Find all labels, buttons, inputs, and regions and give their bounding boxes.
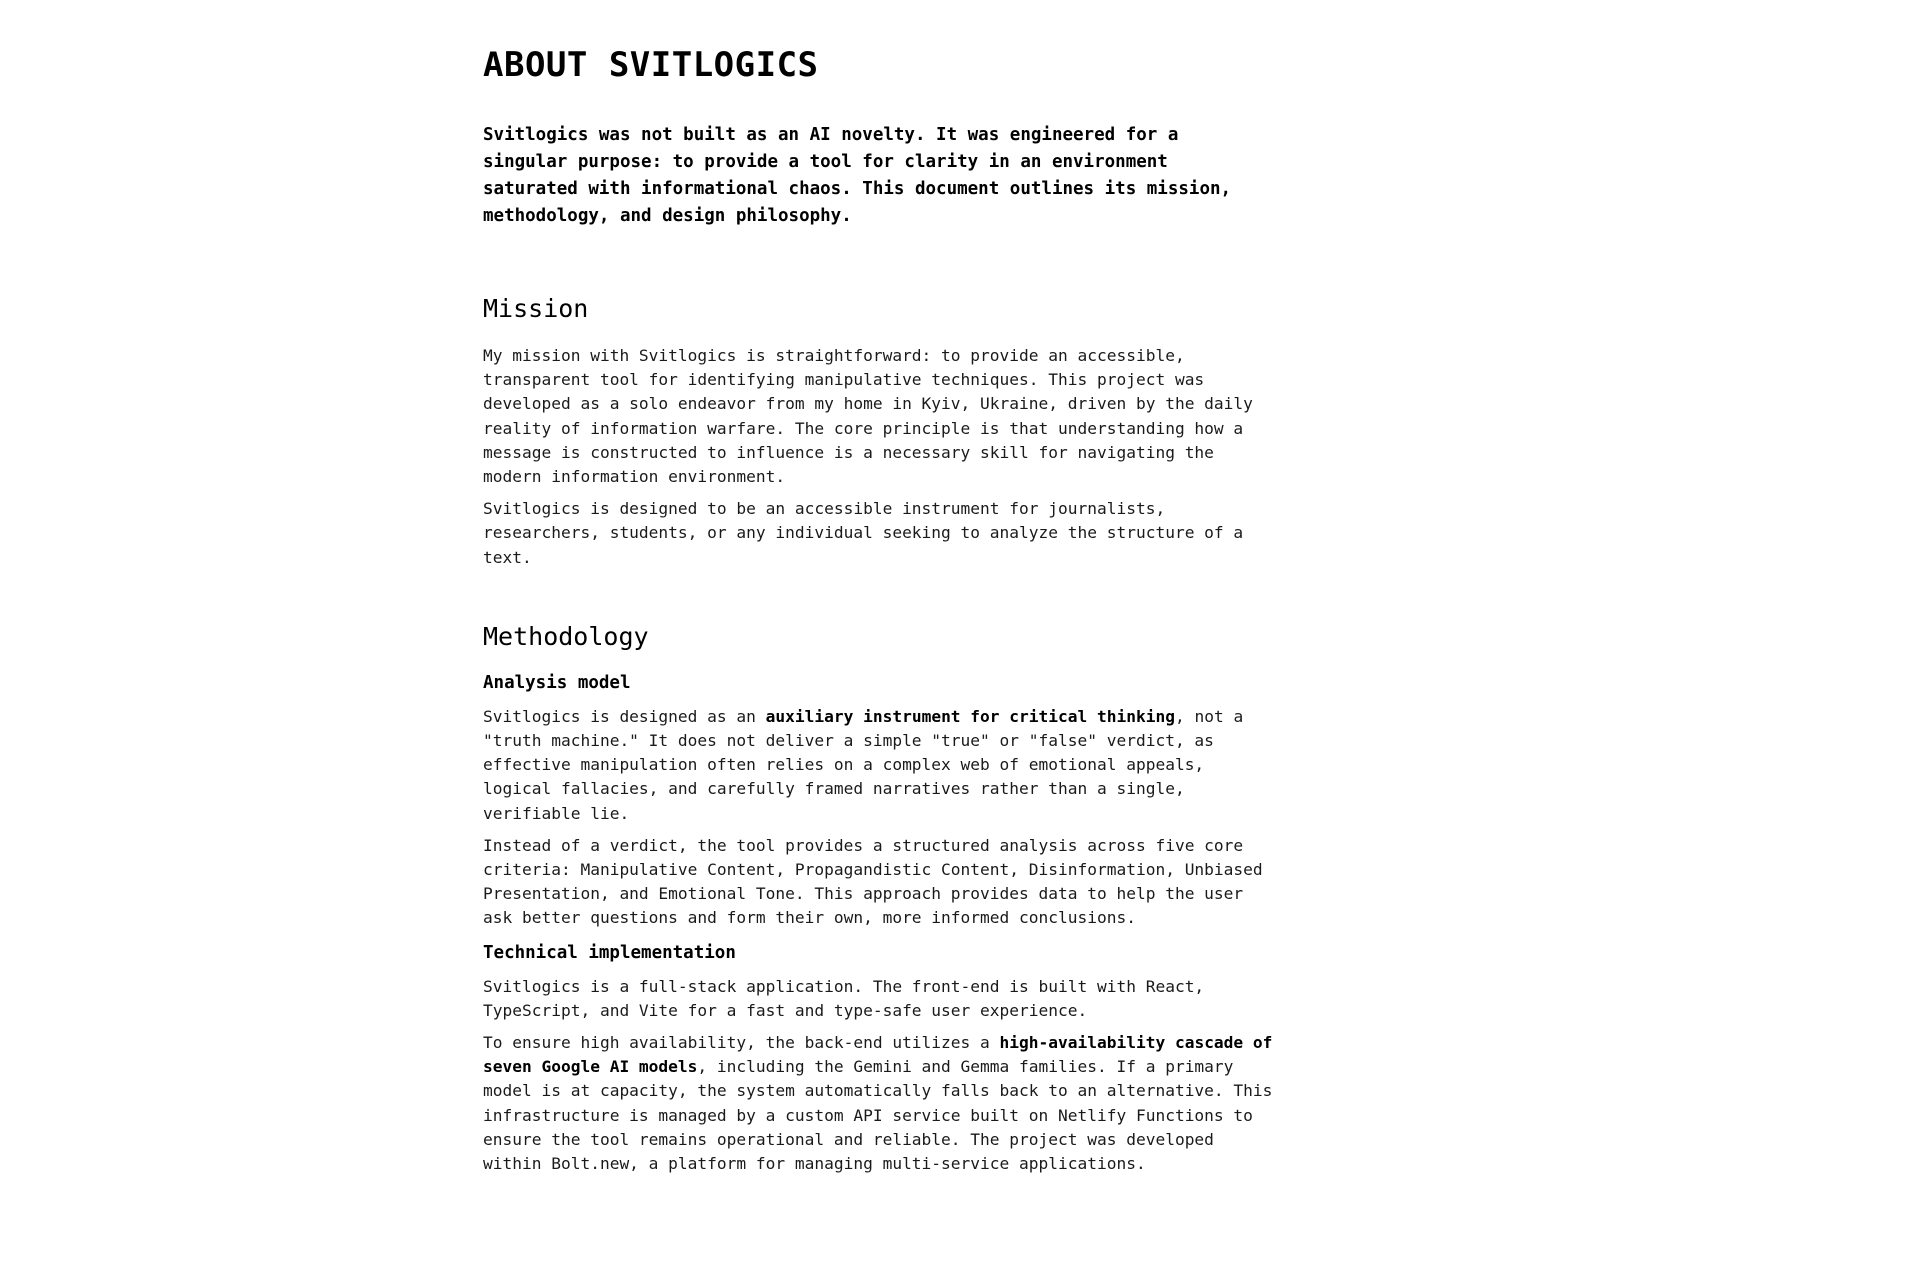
technical-paragraph-1: Svitlogics is a full-stack application. The front-end is built with React, TypeScript, and Vite for a fast and type-safe user experience. [483,976,1205,1020]
analysis-model-heading: Analysis model [483,672,631,693]
technical-p2-text-end: , including the Gemini and Gemma families. If a primary model is at capacity, the system automatically falls back to an alternative. This infrastructure is managed by a custom API service built on Netlify Functions to ensure the tool remains operational and reliable. The project was developed within Bolt.new, a platform for managing multi-service applications. [483,1057,1273,1174]
technical-p2-text: To ensure high availability, the back-end utilizes a [483,1033,1000,1053]
analysis-paragraph-2: Instead of a verdict, the tool provides a structured analysis across five core criteria: Manipulative Content, Propagandistic Content, Disinformation, Unbiased Presentation, and Emotional Tone. This approach provides data to help the user ask better questions and form their own, more informed conclusions. [483,835,1263,928]
analysis-p1-text-end: , not a "truth machine." It does not deliver a simple "true" or "false" verdict, as effective manipulation often relies on a complex web of emotional appeals, logical fallacies, and carefully framed narratives rather than a single, verifiable lie. [483,706,1244,823]
methodology-heading: Methodology [483,621,649,651]
analysis-p1-text: Svitlogics is designed as an [483,706,766,726]
technical-paragraph-2 [483,1031,1273,1176]
technical-p2-emphasis: high-availability cascade of seven Google AI models [483,1033,1273,1077]
page-title: ABOUT SVITLOGICS [483,45,819,85]
technical-implementation-heading: Technical implementation [483,942,736,963]
mission-paragraph-1: My mission with Svitlogics is straightforward: to provide an accessible, transparent tool for identifying manipulative techniques. This project was developed as a solo endeavor from my home in Kyiv, Ukraine, driven by the daily reality of information warfare. The core principle is that understanding how a message is constructed to influence is a necessary skill for navigating the modern information environment. [483,346,1253,487]
intro-paragraph: Svitlogics was not built as an AI novelty. It was engineered for a singular purpose: to provide a tool for clarity in an environment saturated with informational chaos. This document outlines its mission, methodology, and design philosophy. [483,125,1232,226]
mission-paragraph-2: Svitlogics is designed to be an accessible instrument for journalists, researchers, students, or any individual seeking to analyze the structure of a text. [483,499,1244,567]
about-article [483,0,1273,1176]
analysis-p1-emphasis: auxiliary instrument for critical thinking [765,706,1175,726]
mission-heading: Mission [483,294,589,323]
methodology-section [483,620,1273,1176]
analysis-paragraph-1 [483,705,1273,826]
mission-section [483,292,1273,570]
